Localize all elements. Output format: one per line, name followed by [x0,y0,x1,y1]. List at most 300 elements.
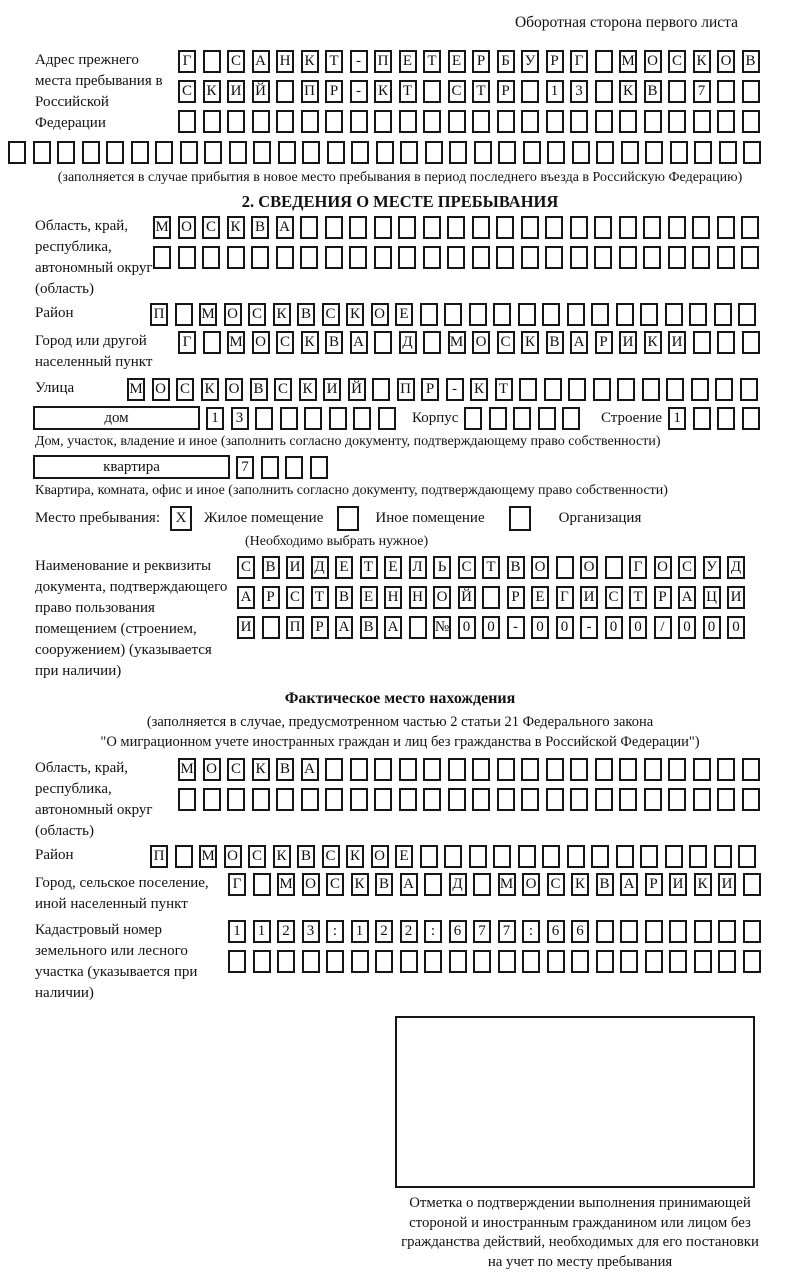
char-cell: 0 [482,616,500,639]
char-cell: Р [546,50,564,73]
char-cell: О [224,303,242,326]
char-cell: Т [495,378,513,401]
char-cell: О [580,556,598,579]
char-cell [544,378,562,401]
char-cell [175,845,193,868]
char-cell [300,216,318,239]
char-cell: А [678,586,696,609]
char-cell: Г [629,556,647,579]
char-cell [497,788,515,811]
char-cell: О [203,758,221,781]
char-cell: Т [472,80,490,103]
char-cell: 1 [206,407,224,430]
char-cell: И [668,331,686,354]
char-cell: - [350,80,368,103]
char-cell [743,873,761,896]
char-cell: Т [399,80,417,103]
apartment-box-label: квартира [33,455,230,479]
stay-type-label: Место пребывания: [35,510,160,526]
apartment-caption: Квартира, комната, офис и иное (заполнить согласно документу, подтверждающему право собственности) [35,483,668,498]
char-cell [619,246,637,269]
city-label: Город или другой населенный пункт [35,333,153,370]
char-cell [255,407,273,430]
char-cell: М [619,50,637,73]
char-cell [596,950,614,973]
char-cell [570,246,588,269]
char-cell [420,303,438,326]
char-cell: Р [311,616,329,639]
char-cell: Е [395,303,413,326]
char-cell [518,845,536,868]
char-cell: 1 [546,80,564,103]
char-cell: Е [399,50,417,73]
char-cell [546,110,564,133]
document-cells [237,556,752,639]
char-cell: К [299,378,317,401]
char-cell: К [694,873,712,896]
char-cell: К [227,216,245,239]
checkbox-residential: X [170,506,192,531]
char-cell [519,378,537,401]
char-cell: Л [409,556,427,579]
char-cell: Т [360,556,378,579]
fact-city-group [0,873,800,915]
char-cell [694,920,712,943]
char-cell [425,141,443,164]
char-cell [640,845,658,868]
char-cell [718,950,736,973]
char-cell [253,950,271,973]
char-cell [423,788,441,811]
char-cell: А [350,331,368,354]
char-cell: Д [449,873,467,896]
char-cell [570,110,588,133]
char-cell [619,110,637,133]
char-cell [178,246,196,269]
char-cell: О [252,331,270,354]
char-cell: С [326,873,344,896]
char-cell [570,788,588,811]
char-cell: С [178,80,196,103]
char-cell [329,407,347,430]
char-cell [153,246,171,269]
char-cell [374,216,392,239]
char-cell: Й [252,80,270,103]
char-cell [717,407,735,430]
char-cell [252,110,270,133]
char-cell: В [742,50,760,73]
char-cell [538,407,556,430]
char-cell [349,246,367,269]
char-cell [668,758,686,781]
char-cell: - [350,50,368,73]
char-cell: / [654,616,672,639]
document-row-3 [237,616,752,639]
char-cell [547,141,565,164]
char-cell: В [250,378,268,401]
char-cell: Р [472,50,490,73]
char-cell [278,141,296,164]
region-label: Область, край, республика, автономный округ (область) [35,218,153,297]
char-cell [497,758,515,781]
char-cell [325,758,343,781]
option-other-premises-label: Иное помещение [375,510,485,526]
char-cell: О [178,216,196,239]
char-cell [409,616,427,639]
char-cell [619,788,637,811]
char-cell: В [596,873,614,896]
char-cell [567,303,585,326]
char-cell [714,845,732,868]
char-cell [594,246,612,269]
region-row-1 [153,216,766,239]
char-cell: А [237,586,255,609]
char-cell [304,407,322,430]
char-cell: Н [409,586,427,609]
char-cell: В [360,616,378,639]
char-cell: О [654,556,672,579]
char-cell [276,110,294,133]
char-cell [591,303,609,326]
fact-district-row [150,845,763,868]
char-cell [693,758,711,781]
char-cell: 2 [375,920,393,943]
char-cell [496,246,514,269]
char-cell: О [472,331,490,354]
char-cell [350,758,368,781]
char-cell: К [273,303,291,326]
char-cell: И [727,586,745,609]
document-row-1 [237,556,752,579]
char-cell: О [433,586,451,609]
char-cell [325,788,343,811]
char-cell [493,303,511,326]
char-cell [669,920,687,943]
char-cell: О [371,845,389,868]
char-cell: В [644,80,662,103]
char-cell [253,141,271,164]
char-cell [643,246,661,269]
stamp-caption: Отметка о подтверждении выполнения принимающей стороной и иностранным гражданином или лицом без гражданства действий, необходимых для его постановки на учет по месту пребывания [401,1195,759,1270]
char-cell: И [286,556,304,579]
char-cell: С [227,758,245,781]
fact-region-group [0,758,800,842]
fact-region-cells [178,758,766,811]
actual-location-note-1: (заполняется в случае, предусмотренном частью 2 статьи 21 Федерального закона [146,714,654,730]
checkbox-organization [509,506,531,531]
char-cell [693,110,711,133]
char-cell [277,950,295,973]
char-cell: 6 [571,920,589,943]
char-cell [665,303,683,326]
char-cell [82,141,100,164]
char-cell [374,758,392,781]
char-cell: Т [423,50,441,73]
fact-region-row-1 [178,758,766,781]
char-cell: В [251,216,269,239]
char-cell: Ц [703,586,721,609]
char-cell [692,216,710,239]
region-group [0,216,800,300]
char-cell: П [286,616,304,639]
char-cell [545,246,563,269]
char-cell: 2 [400,920,418,943]
stroenie-label: Строение [600,409,663,426]
char-cell [568,378,586,401]
char-cell: Е [448,50,466,73]
char-cell [349,216,367,239]
char-cell: - [580,616,598,639]
char-cell [496,216,514,239]
char-cell [420,845,438,868]
char-cell: 7 [498,920,516,943]
fact-region-row-2 [178,788,766,811]
char-cell: А [301,758,319,781]
char-cell [523,141,541,164]
char-cell: А [570,331,588,354]
char-cell: В [375,873,393,896]
char-cell [522,950,540,973]
char-cell: О [644,50,662,73]
char-cell [228,950,246,973]
char-cell [447,216,465,239]
char-cell [668,216,686,239]
char-cell: 2 [277,920,295,943]
char-cell [717,246,735,269]
char-cell: Р [262,586,280,609]
char-cell: 7 [473,920,491,943]
char-cell [595,50,613,73]
char-cell [571,950,589,973]
document-group [0,556,800,682]
option-organization-label: Организация [558,510,642,526]
char-cell [743,920,761,943]
char-cell [670,141,688,164]
char-cell [326,950,344,973]
stay-type-row [35,506,800,531]
char-cell: О [717,50,735,73]
street-row [127,378,764,401]
char-cell [473,873,491,896]
char-cell: В [297,303,315,326]
char-cell [645,920,663,943]
char-cell [562,407,580,430]
char-cell [350,110,368,133]
prev-address-row-1 [178,50,766,73]
char-cell: К [203,80,221,103]
char-cell [596,141,614,164]
cadastre-group [0,920,800,1004]
char-cell [325,216,343,239]
char-cell: С [176,378,194,401]
char-cell [106,141,124,164]
char-cell: С [274,378,292,401]
char-cell [423,110,441,133]
char-cell [155,141,173,164]
char-cell [252,788,270,811]
char-cell [715,378,733,401]
char-cell: А [620,873,638,896]
char-cell [474,141,492,164]
char-cell [741,246,759,269]
char-cell [374,331,392,354]
char-cell: И [718,873,736,896]
char-cell: П [150,845,168,868]
house-caption: Дом, участок, владение и иное (заполнить согласно документу, подтверждающему право собственности) [35,434,661,449]
char-cell [353,407,371,430]
fact-city-row [228,873,767,896]
char-cell: К [693,50,711,73]
char-cell [276,80,294,103]
house-row [33,406,800,430]
char-cell [57,141,75,164]
char-cell [742,331,760,354]
char-cell [617,378,635,401]
char-cell: Д [399,331,417,354]
char-cell [489,407,507,430]
char-cell: Г [178,331,196,354]
char-cell [605,556,623,579]
page-side-note: Оборотная сторона первого листа [514,14,738,31]
char-cell [327,141,345,164]
char-cell [521,758,539,781]
char-cell [8,141,26,164]
char-cell: И [237,616,255,639]
char-cell: М [448,331,466,354]
city-group [0,331,800,373]
char-cell [325,246,343,269]
char-cell [472,788,490,811]
char-cell [423,216,441,239]
char-cell: 6 [547,920,565,943]
char-cell: 1 [351,920,369,943]
char-cell: О [371,303,389,326]
district-group [0,303,800,326]
char-cell [644,788,662,811]
char-cell: В [262,556,280,579]
char-cell: - [446,378,464,401]
char-cell [374,110,392,133]
char-cell [251,246,269,269]
house-cells [206,407,402,430]
char-cell: К [351,873,369,896]
district-label: Район [35,305,74,321]
char-cell: С [237,556,255,579]
char-cell [743,950,761,973]
char-cell: С [276,331,294,354]
char-cell [546,788,564,811]
char-cell [444,303,462,326]
char-cell [694,141,712,164]
prev-address-row-2 [178,80,766,103]
char-cell [689,303,707,326]
char-cell: Б [497,50,515,73]
char-cell: К [374,80,392,103]
char-cell [448,758,466,781]
char-cell: С [605,586,623,609]
char-cell [694,950,712,973]
char-cell: И [580,586,598,609]
region-cells [153,216,766,269]
char-cell: Р [654,586,672,609]
char-cell: Д [727,556,745,579]
char-cell: 1 [228,920,246,943]
char-cell: 1 [253,920,271,943]
char-cell: В [297,845,315,868]
char-cell: Т [311,586,329,609]
char-cell [741,216,759,239]
char-cell [719,141,737,164]
prev-address-row-4 [8,141,800,164]
char-cell: 0 [703,616,721,639]
char-cell [693,407,711,430]
char-cell: И [669,873,687,896]
char-cell [645,141,663,164]
char-cell: М [199,303,217,326]
apartment-cells [236,456,334,479]
char-cell [285,456,303,479]
char-cell [203,110,221,133]
char-cell [521,80,539,103]
char-cell [262,616,280,639]
char-cell [302,950,320,973]
char-cell: 3 [302,920,320,943]
char-cell [620,950,638,973]
char-cell: К [301,331,319,354]
char-cell: О [522,873,540,896]
char-cell: 7 [693,80,711,103]
char-cell [204,141,222,164]
char-cell: 0 [556,616,574,639]
char-cell [591,845,609,868]
char-cell: 7 [236,456,254,479]
char-cell [203,50,221,73]
char-cell: 0 [727,616,745,639]
char-cell [175,303,193,326]
char-cell [424,873,442,896]
char-cell: Р [507,586,525,609]
char-cell: 0 [458,616,476,639]
char-cell [567,845,585,868]
char-cell [616,303,634,326]
char-cell [498,141,516,164]
char-cell: К [571,873,589,896]
char-cell [668,80,686,103]
char-cell [202,246,220,269]
char-cell [472,216,490,239]
street-group [0,378,800,401]
char-cell: К [201,378,219,401]
char-cell [717,758,735,781]
char-cell [572,141,590,164]
char-cell [593,378,611,401]
char-cell: Р [497,80,515,103]
char-cell [619,216,637,239]
char-cell: К [346,845,364,868]
char-cell [227,246,245,269]
char-cell: 1 [668,407,686,430]
char-cell [692,246,710,269]
char-cell [351,950,369,973]
char-cell: 0 [531,616,549,639]
char-cell: К [273,845,291,868]
char-cell: А [252,50,270,73]
char-cell [547,950,565,973]
char-cell [717,331,735,354]
district-row [150,303,763,326]
char-cell: М [127,378,145,401]
char-cell: С [322,845,340,868]
